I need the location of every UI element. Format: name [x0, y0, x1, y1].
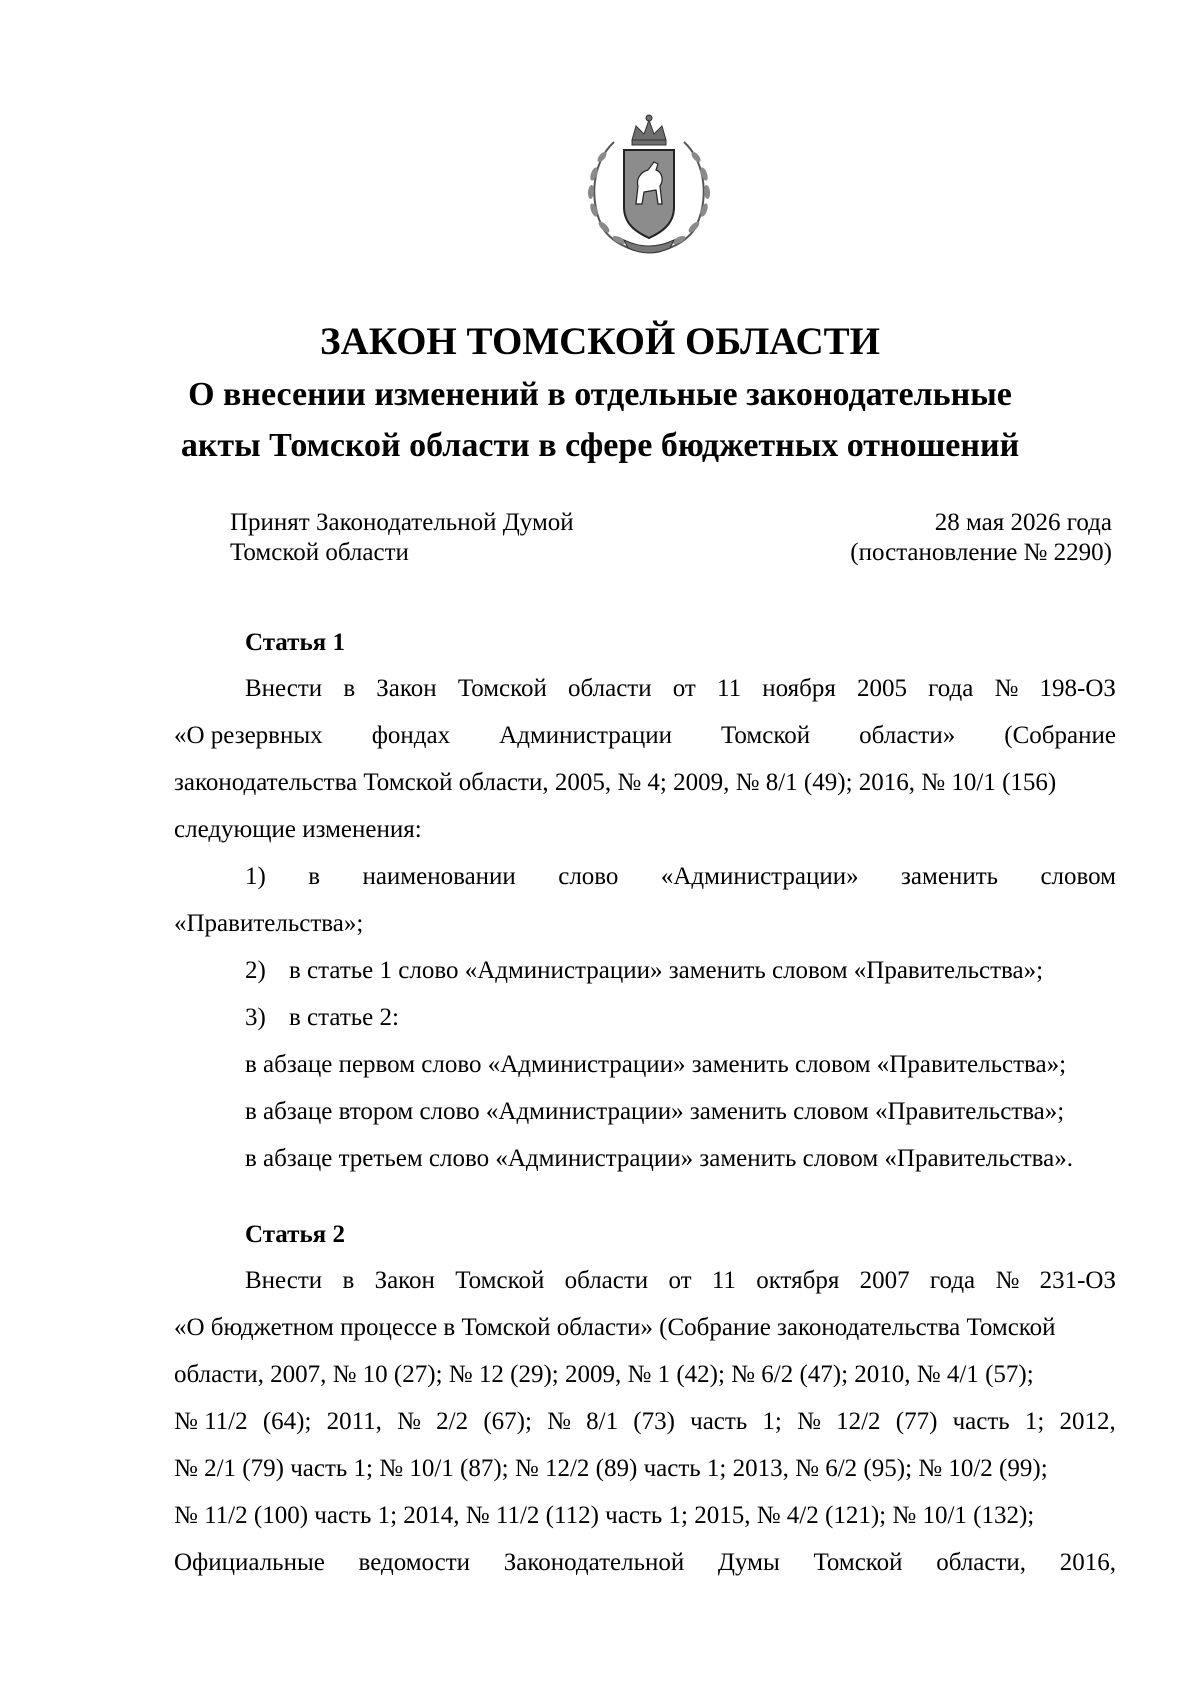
word: 231-ОЗ — [1039, 1267, 1116, 1294]
word: (77) — [895, 1408, 938, 1435]
word: Томской — [721, 722, 811, 749]
word: 11 — [717, 675, 742, 702]
article-1-intro-line-3: законодательства Томской области, 2005, № 4; 2009, № 8/1 (49); 2016, № 10/1 (156) — [174, 769, 1057, 796]
article-1-item-3 — [245, 1003, 399, 1033]
word: года — [928, 675, 974, 702]
word: в — [343, 675, 356, 702]
word: наименовании — [362, 863, 516, 890]
item-1-number: 1) — [245, 863, 266, 890]
word: Законодательной — [503, 1549, 685, 1576]
adoption-date: 28 мая 2026 года — [934, 509, 1112, 536]
word: области — [568, 675, 652, 702]
word: 12/2 — [836, 1408, 881, 1435]
word: часть — [952, 1408, 1010, 1435]
word: № 11/2 — [174, 1408, 248, 1435]
word: 2011, — [326, 1408, 382, 1435]
word: Внести — [245, 1267, 323, 1294]
word: слово — [558, 863, 619, 890]
word: 11 — [711, 1267, 736, 1294]
word: (64); — [262, 1408, 312, 1435]
adoption-body-line-1: Принят Законодательной Думой — [230, 509, 574, 536]
law-title: ЗАКОН ТОМСКОЙ ОБЛАСТИ — [320, 320, 880, 363]
law-subtitle-line-1: О внесении изменений в отдельные законодательные — [188, 376, 1012, 413]
article-2-heading: Статья 2 — [245, 1221, 345, 1248]
article-1-para-3: в абзаце третьем слово «Администрации» заменить словом «Правительства». — [245, 1145, 1073, 1172]
word: 198-ОЗ — [1039, 675, 1116, 702]
word: 2007 — [859, 1267, 910, 1294]
word: словом — [1040, 863, 1116, 890]
word: № — [547, 1408, 571, 1435]
word: ноября — [762, 675, 836, 702]
item-2-text: в статье 1 слово «Администрации» заменить словом «Правительства»; — [289, 957, 1044, 984]
article-2-line-3: области, 2007, № 10 (27); № 12 (29); 2009, № 1 (42); № 6/2 (47); 2010, № 4/1 (57); — [174, 1361, 1034, 1388]
word: Внести — [245, 675, 323, 702]
word: 2012, — [1059, 1408, 1116, 1435]
word: области, — [936, 1549, 1027, 1576]
article-1-para-1: в абзаце первом слово «Администрации» заменить словом «Правительства»; — [245, 1051, 1067, 1078]
word: (73) — [633, 1408, 675, 1435]
article-1-intro-line-1 — [245, 674, 1116, 704]
word: Администрации — [499, 722, 672, 749]
word: области» — [859, 722, 956, 749]
word: Думы — [717, 1549, 780, 1576]
word: часть — [690, 1408, 748, 1435]
item-3-number: 3) — [245, 1004, 266, 1031]
word: от — [668, 1267, 692, 1294]
article-1-intro-line-2 — [174, 721, 1116, 751]
word: фондах — [371, 722, 451, 749]
word: (Собрание — [1004, 722, 1116, 749]
item-3-text: в статье 2: — [289, 1004, 399, 1031]
word: заменить — [901, 863, 999, 890]
article-1-para-2: в абзаце втором слово «Администрации» заменить словом «Правительства»; — [245, 1098, 1065, 1125]
resolution-number: (постановление № 2290) — [850, 539, 1112, 566]
coat-of-arms-icon — [574, 112, 724, 262]
article-2-line-7 — [174, 1548, 1116, 1578]
law-subtitle-line-2: акты Томской области в сфере бюджетных отношений — [180, 427, 1020, 464]
word: ведомости — [358, 1549, 471, 1576]
adoption-date-block — [850, 508, 1112, 568]
word: «О резервных — [174, 722, 323, 749]
article-1-item-1-cont: «Правительства»; — [174, 910, 364, 937]
article-1-item-2 — [245, 956, 1043, 986]
article-2-line-4 — [174, 1407, 1116, 1437]
article-2-line-6: № 11/2 (100) часть 1; 2014, № 11/2 (112) часть 1; 2015, № 4/2 (121); № 10/1 (132); — [174, 1502, 1035, 1529]
article-1-intro-line-4: следующие изменения: — [174, 816, 422, 843]
word: от — [672, 675, 696, 702]
article-2-line-1 — [245, 1266, 1116, 1296]
word: (67); — [483, 1408, 532, 1435]
article-2-line-5: № 2/1 (79) часть 1; № 10/1 (87); № 12/2 (89) часть 1; 2013, № 6/2 (95); № 10/2 (99); — [174, 1455, 1048, 1482]
word: 2005 — [857, 675, 907, 702]
word: года — [929, 1267, 976, 1294]
adoption-body-line-2: Томской области — [230, 539, 409, 566]
word: Томской — [813, 1549, 903, 1576]
word: Официальные — [174, 1549, 325, 1576]
word: Томской — [455, 1267, 545, 1294]
word: «Администрации» — [660, 863, 859, 890]
word: 1; — [1024, 1408, 1045, 1435]
word: № — [995, 1267, 1020, 1294]
item-2-number: 2) — [245, 957, 266, 984]
word: в — [308, 863, 321, 890]
word: 1; — [762, 1408, 782, 1435]
word: Закон — [376, 675, 437, 702]
word: 2016, — [1059, 1549, 1116, 1576]
word: области — [564, 1267, 649, 1294]
word: № — [397, 1408, 421, 1435]
article-2-line-2: «О бюджетном процессе в Томской области» (Собрание законодательства Томской — [174, 1314, 1056, 1341]
word: 2/2 — [436, 1408, 469, 1435]
adoption-body — [230, 508, 574, 568]
article-1-item-1 — [245, 862, 1116, 892]
word: № — [994, 675, 1019, 702]
word: в — [342, 1267, 355, 1294]
article-1-heading: Статья 1 — [245, 629, 345, 656]
word: октября — [756, 1267, 840, 1294]
word: № — [797, 1408, 821, 1435]
word: Закон — [374, 1267, 435, 1294]
word: 8/1 — [586, 1408, 619, 1435]
word: Томской — [457, 675, 547, 702]
